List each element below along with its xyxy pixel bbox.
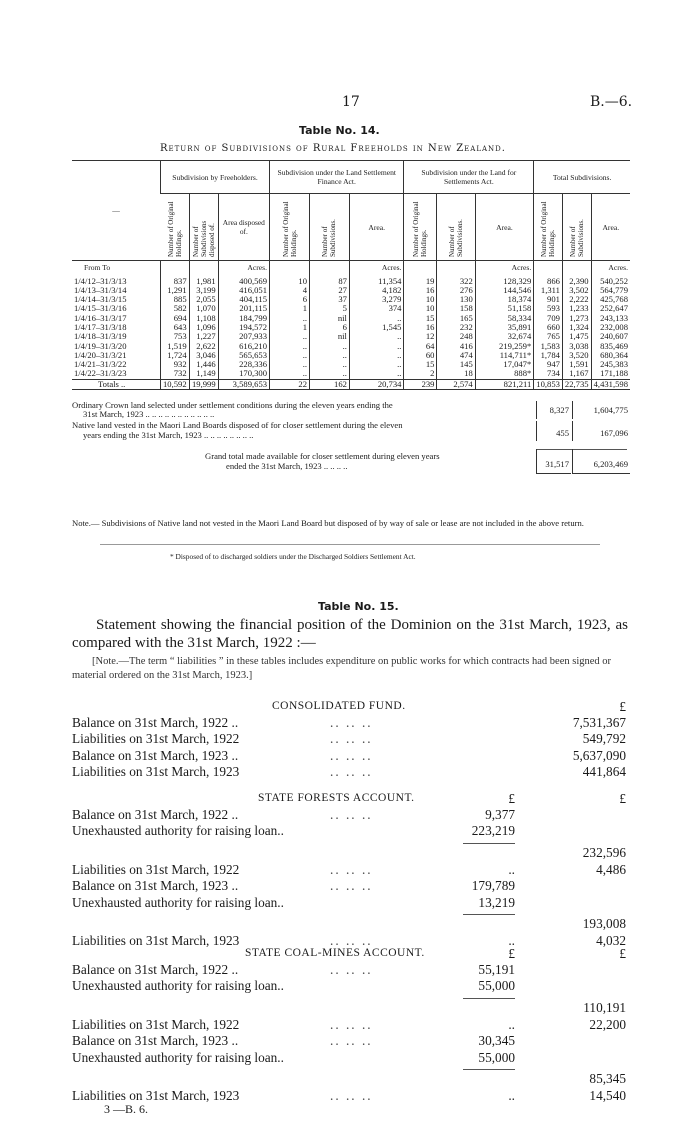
value-cell: 404,115 bbox=[218, 295, 269, 304]
value-cell: 87 bbox=[309, 275, 349, 286]
value-cell: 734 bbox=[534, 369, 563, 379]
consolidated-total-value: 549,792 bbox=[582, 731, 626, 747]
total-cell: 4,431,598 bbox=[591, 379, 630, 389]
group-header-total: Total Subdivisions. bbox=[534, 161, 630, 194]
currency-symbol: £ bbox=[619, 699, 626, 714]
sum-rule bbox=[463, 1069, 515, 1070]
value-cell: .. bbox=[270, 342, 310, 351]
group-header-freeholders: Subdivision by Freeholders. bbox=[161, 161, 270, 194]
coal-row-label: Liabilities on 31st March, 1922 bbox=[72, 1016, 240, 1032]
table14-subtitle: Return of Subdivisions of Rural Freeholds in New Zealand. bbox=[160, 143, 506, 154]
extra-maori-text2: years ending the 31st March, 1923 .. .. .. .. .. .. .. .. bbox=[83, 430, 254, 440]
table15-intro: Statement showing the financial position of the Dominion on the 31st March, 1923, as compared with the 31st March, 1922 :— bbox=[72, 617, 628, 651]
value-cell: 2,390 bbox=[562, 275, 591, 286]
value-cell: 885 bbox=[161, 295, 190, 304]
total-cell: 10,592 bbox=[161, 379, 190, 389]
period-cell: 1/4/19–31/3/20 bbox=[74, 340, 127, 351]
value-cell: 18 bbox=[437, 369, 475, 379]
coal-row-label: Unexhausted authority for raising loan.. bbox=[72, 1049, 284, 1065]
period-cell: 1/4/22–31/3/23 bbox=[74, 368, 127, 379]
table14-title: Table No. 14. bbox=[299, 124, 380, 137]
value-cell: 1 bbox=[270, 323, 310, 332]
totals-row bbox=[72, 379, 630, 389]
value-cell: 201,115 bbox=[218, 304, 269, 313]
value-cell: 1,446 bbox=[189, 360, 218, 369]
forests-total-value: 193,008 bbox=[582, 915, 626, 931]
value-cell: 276 bbox=[437, 286, 475, 295]
value-cell: .. bbox=[349, 369, 404, 379]
value-cell: .. bbox=[270, 351, 310, 360]
forests-total-value: 232,596 bbox=[582, 844, 626, 860]
value-cell: 245,383 bbox=[591, 360, 630, 369]
value-cell: 1,233 bbox=[562, 304, 591, 313]
leader-dots: .. .. .. bbox=[330, 1033, 373, 1049]
value-cell: 5 bbox=[309, 304, 349, 313]
value-cell: 37 bbox=[309, 295, 349, 304]
currency-symbol: £ bbox=[619, 946, 626, 961]
coal-sub-value: 55,000 bbox=[478, 978, 515, 994]
extra-maori-text1: Native land vested in the Maori Land Boards disposed of for closer settlement during the eleven bbox=[72, 420, 403, 430]
unit-label: Acres. bbox=[591, 261, 630, 275]
value-cell: 16 bbox=[404, 286, 437, 295]
coal-sub-value: 30,345 bbox=[478, 1033, 515, 1049]
value-cell: 158 bbox=[437, 304, 475, 313]
period-cell: 1/4/20–31/3/21 bbox=[74, 349, 127, 360]
value-cell: 130 bbox=[437, 295, 475, 304]
grand-total-area: 6,203,469 bbox=[572, 449, 630, 474]
period-header: — bbox=[72, 161, 161, 261]
value-cell: .. bbox=[309, 360, 349, 369]
period-cell: 1/4/13–31/3/14 bbox=[74, 284, 127, 295]
value-cell: 901 bbox=[534, 295, 563, 304]
period-label: From To bbox=[84, 263, 111, 273]
forests-heading: STATE FORESTS ACCOUNT. bbox=[258, 792, 415, 804]
currency-symbol: £ bbox=[508, 791, 515, 806]
value-cell: 184,799 bbox=[218, 314, 269, 323]
consolidated-total-value: 5,637,090 bbox=[572, 747, 626, 763]
forests-sub-value: 13,219 bbox=[478, 894, 515, 910]
period-cell: 1/4/16–31/3/17 bbox=[74, 312, 127, 323]
value-cell: 12 bbox=[404, 332, 437, 341]
coal-row-label: Liabilities on 31st March, 1923 bbox=[72, 1088, 240, 1104]
consolidated-row-label: Balance on 31st March, 1923 .. bbox=[72, 747, 239, 763]
consolidated-total-value: 441,864 bbox=[582, 763, 626, 779]
value-cell: nil bbox=[309, 332, 349, 341]
extra-crown-text2: 31st March, 1923 .. .. .. .. .. .. .. .. .. .. .. bbox=[83, 409, 215, 419]
value-cell: 835,469 bbox=[591, 342, 630, 351]
leader-dots: .. .. .. bbox=[330, 933, 373, 949]
period-cell: 1/4/15–31/3/16 bbox=[74, 303, 127, 314]
leader-dots: .. .. .. bbox=[330, 731, 373, 747]
unit-label: Acres. bbox=[349, 261, 404, 275]
value-cell: 1,545 bbox=[349, 323, 404, 332]
forests-row-label: Unexhausted authority for raising loan.. bbox=[72, 823, 284, 839]
total-cell: 22,735 bbox=[562, 379, 591, 389]
value-cell: 3,502 bbox=[562, 286, 591, 295]
value-cell: 243,133 bbox=[591, 314, 630, 323]
value-cell: 1,070 bbox=[189, 304, 218, 313]
period-cell: 1/4/12–31/3/13 bbox=[74, 275, 127, 286]
value-cell: 1,096 bbox=[189, 323, 218, 332]
sum-rule bbox=[463, 843, 515, 844]
sum-rule bbox=[463, 998, 515, 999]
period-cell: 1/4/21–31/3/22 bbox=[74, 359, 127, 370]
value-cell: 474 bbox=[437, 351, 475, 360]
coal-sub-value: 55,191 bbox=[478, 962, 515, 977]
value-cell: 194,572 bbox=[218, 323, 269, 332]
value-cell: 416 bbox=[437, 342, 475, 351]
value-cell: 10 bbox=[270, 275, 310, 286]
consolidated-row-label: Liabilities on 31st March, 1922 bbox=[72, 731, 240, 747]
coal-row-label: Balance on 31st March, 1922 .. bbox=[72, 962, 239, 977]
currency-symbol: £ bbox=[619, 791, 626, 806]
value-cell: 322 bbox=[437, 275, 475, 286]
currency-symbol: £ bbox=[508, 946, 515, 961]
value-cell: .. bbox=[349, 342, 404, 351]
value-cell: 2,055 bbox=[189, 295, 218, 304]
value-cell: 145 bbox=[437, 360, 475, 369]
consolidated-total-value: 7,531,367 bbox=[572, 715, 626, 730]
value-cell: 2 bbox=[404, 369, 437, 379]
value-cell: 1,149 bbox=[189, 369, 218, 379]
value-cell: 416,051 bbox=[218, 286, 269, 295]
value-cell: 165 bbox=[437, 314, 475, 323]
value-cell: 219,259* bbox=[475, 342, 534, 351]
forests-sub-value: .. bbox=[508, 861, 515, 877]
value-cell: 6 bbox=[270, 295, 310, 304]
forests-total-value: 4,032 bbox=[596, 933, 626, 949]
value-cell: 207,933 bbox=[218, 332, 269, 341]
leader-dots: .. .. .. bbox=[330, 861, 373, 877]
group-header-lfsa: Subdivision under the Land for Settlements Act. bbox=[404, 161, 534, 194]
unit-label: Acres. bbox=[218, 261, 269, 275]
totals-label: Totals .. bbox=[72, 379, 161, 389]
coal-sub-value: .. bbox=[508, 1016, 515, 1032]
value-cell: 1,981 bbox=[189, 275, 218, 286]
value-cell: 170,300 bbox=[218, 369, 269, 379]
page-footer: 3 —B. 6. bbox=[104, 1102, 149, 1116]
value-cell: 3,038 bbox=[562, 342, 591, 351]
value-cell: 128,329 bbox=[475, 275, 534, 286]
table15-title: Table No. 15. bbox=[318, 600, 399, 613]
leader-dots: .. .. .. bbox=[330, 878, 373, 894]
value-cell: 709 bbox=[534, 314, 563, 323]
value-cell: 15 bbox=[404, 360, 437, 369]
value-cell: 6 bbox=[309, 323, 349, 332]
value-cell: 228,336 bbox=[218, 360, 269, 369]
col-header: Area. bbox=[591, 194, 630, 261]
forests-sub-value: .. bbox=[508, 933, 515, 949]
value-cell: .. bbox=[349, 314, 404, 323]
leader-dots: .. .. .. bbox=[330, 747, 373, 763]
leader-dots: .. .. .. bbox=[330, 1088, 373, 1104]
coal-total-value: 85,345 bbox=[589, 1070, 626, 1086]
value-cell: 114,711* bbox=[475, 351, 534, 360]
table14-footnote: * Disposed of to discharged soldiers under the Discharged Soldiers Settlement Act. bbox=[170, 552, 416, 561]
value-cell: 3,520 bbox=[562, 351, 591, 360]
col-header: Area. bbox=[475, 194, 534, 261]
total-cell: 3,589,653 bbox=[218, 379, 269, 389]
value-cell: 232,008 bbox=[591, 323, 630, 332]
value-cell: 1,108 bbox=[189, 314, 218, 323]
value-cell: .. bbox=[309, 342, 349, 351]
col-header: Number of Original Holdings. bbox=[412, 201, 429, 257]
value-cell: 51,158 bbox=[475, 304, 534, 313]
value-cell: 932 bbox=[161, 360, 190, 369]
value-cell: 11,354 bbox=[349, 275, 404, 286]
value-cell: .. bbox=[349, 360, 404, 369]
value-cell: 837 bbox=[161, 275, 190, 286]
leader-dots: .. .. .. bbox=[330, 962, 373, 977]
value-cell: 27 bbox=[309, 286, 349, 295]
value-cell: 1,227 bbox=[189, 332, 218, 341]
unit-label: Acres. bbox=[475, 261, 534, 275]
value-cell: 565,653 bbox=[218, 351, 269, 360]
coal-row-label: Balance on 31st March, 1923 .. bbox=[72, 1033, 239, 1049]
value-cell: 374 bbox=[349, 304, 404, 313]
value-cell: 1,519 bbox=[161, 342, 190, 351]
value-cell: .. bbox=[349, 351, 404, 360]
extra-maori-holdings: 455 bbox=[536, 421, 571, 441]
value-cell: 4 bbox=[270, 286, 310, 295]
forests-sub-value: 9,377 bbox=[485, 807, 515, 822]
forests-row-label: Unexhausted authority for raising loan.. bbox=[72, 894, 284, 910]
value-cell: 564,779 bbox=[591, 286, 630, 295]
extra-crown-holdings: 8,327 bbox=[536, 401, 571, 419]
leader-dots: .. .. .. bbox=[330, 763, 373, 779]
value-cell: 248 bbox=[437, 332, 475, 341]
value-cell: 582 bbox=[161, 304, 190, 313]
value-cell: .. bbox=[270, 314, 310, 323]
value-cell: 753 bbox=[161, 332, 190, 341]
forests-row-label: Liabilities on 31st March, 1923 bbox=[72, 933, 240, 949]
col-header: Number of Subdivisions. bbox=[568, 219, 585, 257]
value-cell: 58,334 bbox=[475, 314, 534, 323]
grand-total-text1: Grand total made available for closer settlement during eleven years bbox=[205, 451, 440, 461]
total-cell: 22 bbox=[270, 379, 310, 389]
value-cell: .. bbox=[270, 332, 310, 341]
value-cell: 1,784 bbox=[534, 351, 563, 360]
value-cell: 1,324 bbox=[562, 323, 591, 332]
value-cell: 1,311 bbox=[534, 286, 563, 295]
value-cell: 660 bbox=[534, 323, 563, 332]
value-cell: 947 bbox=[534, 360, 563, 369]
value-cell: .. bbox=[270, 369, 310, 379]
value-cell: 171,188 bbox=[591, 369, 630, 379]
group-header-lsfa: Subdivision under the Land Settlement Finance Act. bbox=[270, 161, 404, 194]
value-cell: 252,647 bbox=[591, 304, 630, 313]
total-cell: 2,574 bbox=[437, 379, 475, 389]
grand-total-holdings: 31,517 bbox=[536, 449, 571, 474]
value-cell: 10 bbox=[404, 295, 437, 304]
col-header: Area. bbox=[349, 194, 404, 261]
forests-row-label: Balance on 31st March, 1922 .. bbox=[72, 807, 239, 822]
col-header: Number of Subdivisions. bbox=[448, 219, 465, 257]
extra-maori-area: 167,096 bbox=[572, 421, 630, 441]
value-cell: 144,546 bbox=[475, 286, 534, 295]
value-cell: 19 bbox=[404, 275, 437, 286]
value-cell: 1,724 bbox=[161, 351, 190, 360]
value-cell: 1,291 bbox=[161, 286, 190, 295]
coal-sub-value: 55,000 bbox=[478, 1049, 515, 1065]
total-cell: 162 bbox=[309, 379, 349, 389]
total-cell: 19,999 bbox=[189, 379, 218, 389]
coal-sub-value: .. bbox=[508, 1088, 515, 1104]
value-cell: 866 bbox=[534, 275, 563, 286]
value-cell: 888* bbox=[475, 369, 534, 379]
value-cell: .. bbox=[309, 351, 349, 360]
value-cell: 3,199 bbox=[189, 286, 218, 295]
coal-total-value: 22,200 bbox=[589, 1016, 626, 1032]
value-cell: 680,364 bbox=[591, 351, 630, 360]
consolidated-heading: CONSOLIDATED FUND. bbox=[272, 700, 406, 712]
value-cell: 1,167 bbox=[562, 369, 591, 379]
value-cell: .. bbox=[270, 360, 310, 369]
value-cell: 32,674 bbox=[475, 332, 534, 341]
period-cell: 1/4/17–31/3/18 bbox=[74, 321, 127, 332]
table15-note: [Note.—The term “ liabilities ” in these tables includes expenditure on public works for which contracts had been signed or material ordered on the 31st March, 1923.] bbox=[72, 656, 612, 681]
table-row bbox=[72, 369, 630, 379]
period-cell: 1/4/18–31/3/19 bbox=[74, 331, 127, 342]
coal-total-value: 110,191 bbox=[583, 999, 626, 1015]
total-cell: 10,853 bbox=[534, 379, 563, 389]
forests-sub-value: 179,789 bbox=[471, 878, 515, 894]
value-cell: 240,607 bbox=[591, 332, 630, 341]
value-cell: 18,374 bbox=[475, 295, 534, 304]
forests-total-value: 4,486 bbox=[596, 861, 626, 877]
value-cell: 1,273 bbox=[562, 314, 591, 323]
coal-row-label: Unexhausted authority for raising loan.. bbox=[72, 978, 284, 994]
value-cell: 2,622 bbox=[189, 342, 218, 351]
value-cell: 1,583 bbox=[534, 342, 563, 351]
consolidated-row-label: Balance on 31st March, 1922 .. bbox=[72, 715, 239, 730]
value-cell: 3,046 bbox=[189, 351, 218, 360]
col-header: Number of Subdivisions disposed of. bbox=[191, 220, 216, 257]
value-cell: 15 bbox=[404, 314, 437, 323]
leader-dots: .. .. .. bbox=[330, 715, 373, 730]
col-header: Number of Subdivisions. bbox=[321, 219, 338, 257]
value-cell: 17,047* bbox=[475, 360, 534, 369]
value-cell: 732 bbox=[161, 369, 190, 379]
value-cell: .. bbox=[349, 332, 404, 341]
forests-row-label: Balance on 31st March, 1923 .. bbox=[72, 878, 239, 894]
extra-crown-area: 1,604,775 bbox=[572, 401, 630, 419]
value-cell: 2,222 bbox=[562, 295, 591, 304]
col-header: Area disposed of. bbox=[218, 194, 269, 261]
value-cell: 1 bbox=[270, 304, 310, 313]
value-cell: 400,569 bbox=[218, 275, 269, 286]
leader-dots: .. .. .. bbox=[330, 1016, 373, 1032]
forests-sub-value: 223,219 bbox=[471, 823, 515, 839]
table14 bbox=[72, 160, 630, 390]
value-cell: nil bbox=[309, 314, 349, 323]
coal-total-value: 14,540 bbox=[589, 1088, 626, 1104]
value-cell: 694 bbox=[161, 314, 190, 323]
value-cell: 540,252 bbox=[591, 275, 630, 286]
value-cell: 616,210 bbox=[218, 342, 269, 351]
value-cell: 643 bbox=[161, 323, 190, 332]
value-cell: 425,768 bbox=[591, 295, 630, 304]
value-cell: 35,891 bbox=[475, 323, 534, 332]
value-cell: 3,279 bbox=[349, 295, 404, 304]
report-reference: B.—6. bbox=[590, 94, 633, 110]
value-cell: 1,591 bbox=[562, 360, 591, 369]
col-header: Number of Original Holdings. bbox=[281, 201, 298, 257]
coal-heading: STATE COAL-MINES ACCOUNT. bbox=[245, 947, 425, 959]
consolidated-row-label: Liabilities on 31st March, 1923 bbox=[72, 763, 240, 779]
total-cell: 821,211 bbox=[475, 379, 534, 389]
value-cell: 60 bbox=[404, 351, 437, 360]
extra-crown-text1: Ordinary Crown land selected under settlement conditions during the eleven years ending the bbox=[72, 400, 393, 410]
value-cell: 765 bbox=[534, 332, 563, 341]
value-cell: 4,182 bbox=[349, 286, 404, 295]
value-cell: 593 bbox=[534, 304, 563, 313]
forests-row-label: Liabilities on 31st March, 1922 bbox=[72, 861, 240, 877]
value-cell: 10 bbox=[404, 304, 437, 313]
col-header: Number of Original Holdings. bbox=[166, 201, 183, 257]
value-cell: 1,475 bbox=[562, 332, 591, 341]
value-cell: .. bbox=[309, 369, 349, 379]
value-cell: 64 bbox=[404, 342, 437, 351]
total-cell: 239 bbox=[404, 379, 437, 389]
table14-note: Note.— Subdivisions of Native land not vested in the Maori Land Board but disposed of by way of sale or lease are not included in the above return. bbox=[72, 518, 584, 528]
value-cell: 232 bbox=[437, 323, 475, 332]
page-number: 17 bbox=[342, 94, 360, 110]
total-cell: 20,734 bbox=[349, 379, 404, 389]
period-cell: 1/4/14–31/3/15 bbox=[74, 294, 127, 305]
col-header: Number of Original Holdings. bbox=[540, 201, 557, 257]
leader-dots: .. .. .. bbox=[330, 807, 373, 822]
value-cell: 16 bbox=[404, 323, 437, 332]
grand-total-text2: ended the 31st March, 1923 .. .. .. .. bbox=[226, 461, 348, 471]
sum-rule bbox=[463, 914, 515, 915]
